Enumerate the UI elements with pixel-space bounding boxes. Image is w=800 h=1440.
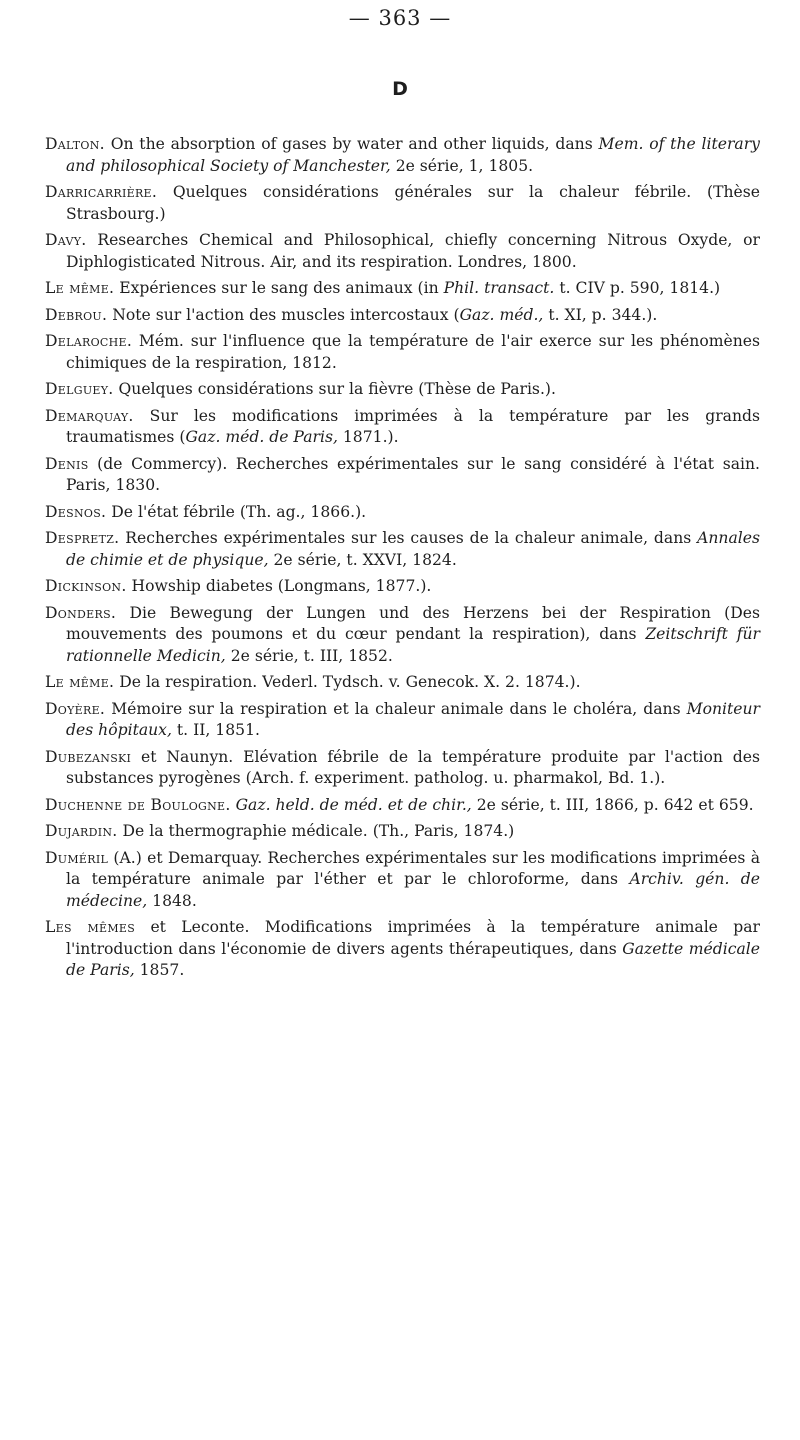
bibliography-entry xyxy=(45,747,760,790)
bibliography-entry xyxy=(45,821,760,843)
entry-author: Dubezanski xyxy=(45,747,132,766)
section-letter: D xyxy=(392,78,408,100)
entry-author: Desnos. xyxy=(45,502,107,521)
entry-source: Annales de chimie et de physique, xyxy=(66,529,760,569)
bibliography-entry xyxy=(45,528,760,571)
entry-author: Davy. xyxy=(45,231,87,249)
entry-text: De l'état fébrile (Th. ag., 1866.). xyxy=(106,502,367,521)
entry-details: 2e série, t. XXVI, 1824. xyxy=(268,550,457,569)
entry-author: Donders. xyxy=(45,603,117,622)
entry-details: 1857. xyxy=(134,961,185,979)
bibliography-entry xyxy=(45,331,760,374)
bibliography-entry xyxy=(45,454,760,497)
bibliography-entry xyxy=(45,230,760,273)
entry-details: t. XI, p. 344.). xyxy=(543,305,658,324)
entry-author: Dalton. xyxy=(45,135,105,153)
entry-details: t. CIV p. 590, 1814.) xyxy=(554,279,721,297)
entry-details: 2e série, t. III, 1852. xyxy=(225,646,393,665)
bibliography-entry xyxy=(45,672,760,694)
bibliography-entry xyxy=(45,699,760,742)
entry-text: Sur les modifications imprimées à la température par les grands traumatismes ( xyxy=(66,406,760,446)
bibliography-entry xyxy=(45,603,760,668)
entry-author: Doyère. xyxy=(45,699,106,718)
entry-source: Gaz. méd. de Paris, xyxy=(185,428,338,446)
bibliography-entry xyxy=(45,502,760,524)
entry-author: Les mêmes xyxy=(45,918,136,936)
entry-text: De la respiration. Vederl. Tydsch. v. Genecok. X. 2. 1874.). xyxy=(114,673,581,691)
entry-text: (A.) et Demarquay. Recherches expérimentales sur les modifications imprimées à la température animale par l'éther et par le chloroforme, dans xyxy=(66,848,760,888)
bibliography-entry xyxy=(45,917,760,982)
entry-details: 2e série, t. III, 1866, p. 642 et 659. xyxy=(471,795,754,814)
entry-details: 2e série, 1, 1805. xyxy=(390,156,534,175)
bibliography-entry xyxy=(45,848,760,913)
bibliography-entry xyxy=(45,134,760,177)
bibliography-entry xyxy=(45,406,760,449)
bibliography-entry xyxy=(45,278,760,300)
entry-text: Howship diabetes (Longmans, 1877.). xyxy=(126,577,432,595)
entry-author: Despretz. xyxy=(45,529,120,547)
entry-author: Delaroche. xyxy=(45,332,133,350)
entry-text: Expériences sur le sang des animaux (in xyxy=(114,279,444,297)
bibliography-entry xyxy=(45,305,760,327)
entry-source: Phil. transact. xyxy=(443,279,555,297)
entry-text: (de Commercy). Recherches expérimentales sur le sang considéré à l'état sain. Paris, 1830. xyxy=(66,454,760,494)
entry-author: Darricarrière. xyxy=(45,183,158,201)
entry-text: Mémoire sur la respiration et la chaleur animale dans le choléra, dans xyxy=(105,699,687,718)
entry-author: Duméril xyxy=(45,848,109,867)
page-number: — 363 — xyxy=(348,6,452,30)
entry-text: et Naunyn. Elévation fébrile de la température produite par l'action des substances pyrogènes (Arch. f. experiment. patholog. u. pharmakol, Bd. 1.). xyxy=(66,747,760,787)
bibliography-entry xyxy=(45,379,760,401)
entry-author: Le même. xyxy=(45,673,115,691)
entry-author: Le même. xyxy=(45,279,115,297)
entry-text: On the absorption of gases by water and other liquids, dans xyxy=(104,135,599,153)
entry-details: 1848. xyxy=(147,891,197,910)
bibliography-entry xyxy=(45,182,760,225)
entry-source: Mem. of the literary and philosophical Society of Manchester, xyxy=(66,135,760,175)
entry-text: Mém. sur l'influence que la température de l'air exerce sur les phénomènes chimiques de la respiration, 1812. xyxy=(66,332,760,372)
entry-text: Note sur l'action des muscles intercostaux ( xyxy=(107,305,460,324)
bibliography-entry xyxy=(45,795,760,817)
entry-text: Recherches expérimentales sur les causes de la chaleur animale, dans xyxy=(119,529,698,547)
entry-text: Researches Chemical and Philosophical, chiefly concerning Nitrous Oxyde, or Diphlogisticated Nitrous. Air, and its respiration. Londres, 1800. xyxy=(66,231,760,271)
entry-source: Moniteur des hôpitaux, xyxy=(66,699,760,739)
bibliography-entry xyxy=(45,576,760,598)
entry-text: Quelques considérations générales sur la chaleur fébrile. (Thèse Strasbourg.) xyxy=(66,183,760,223)
entry-text: et Leconte. Modifications imprimées à la température animale par l'introduction dans l'économie de divers agents thérapeutiques, dans xyxy=(66,918,760,958)
entry-source: Archiv. gén. de médecine, xyxy=(66,870,760,910)
entry-text: De la thermographie médicale. (Th., Paris, 1874.) xyxy=(117,822,515,840)
entry-details: t. II, 1851. xyxy=(171,721,260,739)
entry-author: Dickinson. xyxy=(45,577,127,595)
entry-author: Delguey. xyxy=(45,380,114,398)
entry-author: Dujardin. xyxy=(45,822,118,840)
bibliography-list xyxy=(45,134,760,987)
entry-author: Duchenne de Boulogne. xyxy=(45,795,231,814)
entry-author: Denis xyxy=(45,454,89,473)
entry-text: Die Bewegung der Lungen und des Herzens bei der Respiration (Des mouvements des poumons et du cœur pendant la respiration), dans xyxy=(66,603,760,643)
entry-source: Gazette médicale de Paris, xyxy=(66,939,760,979)
entry-author: Demarquay. xyxy=(45,406,134,425)
entry-details: 1871.). xyxy=(337,428,399,446)
entry-author: Debrou. xyxy=(45,305,108,324)
entry-text: Quelques considérations sur la fièvre (Thèse de Paris.). xyxy=(113,380,556,398)
entry-source: Zeitschrift für rationnelle Medicin, xyxy=(66,625,760,665)
entry-source: Gaz. held. de méd. et de chir., xyxy=(235,795,472,814)
entry-source: Gaz. méd., xyxy=(459,305,544,324)
